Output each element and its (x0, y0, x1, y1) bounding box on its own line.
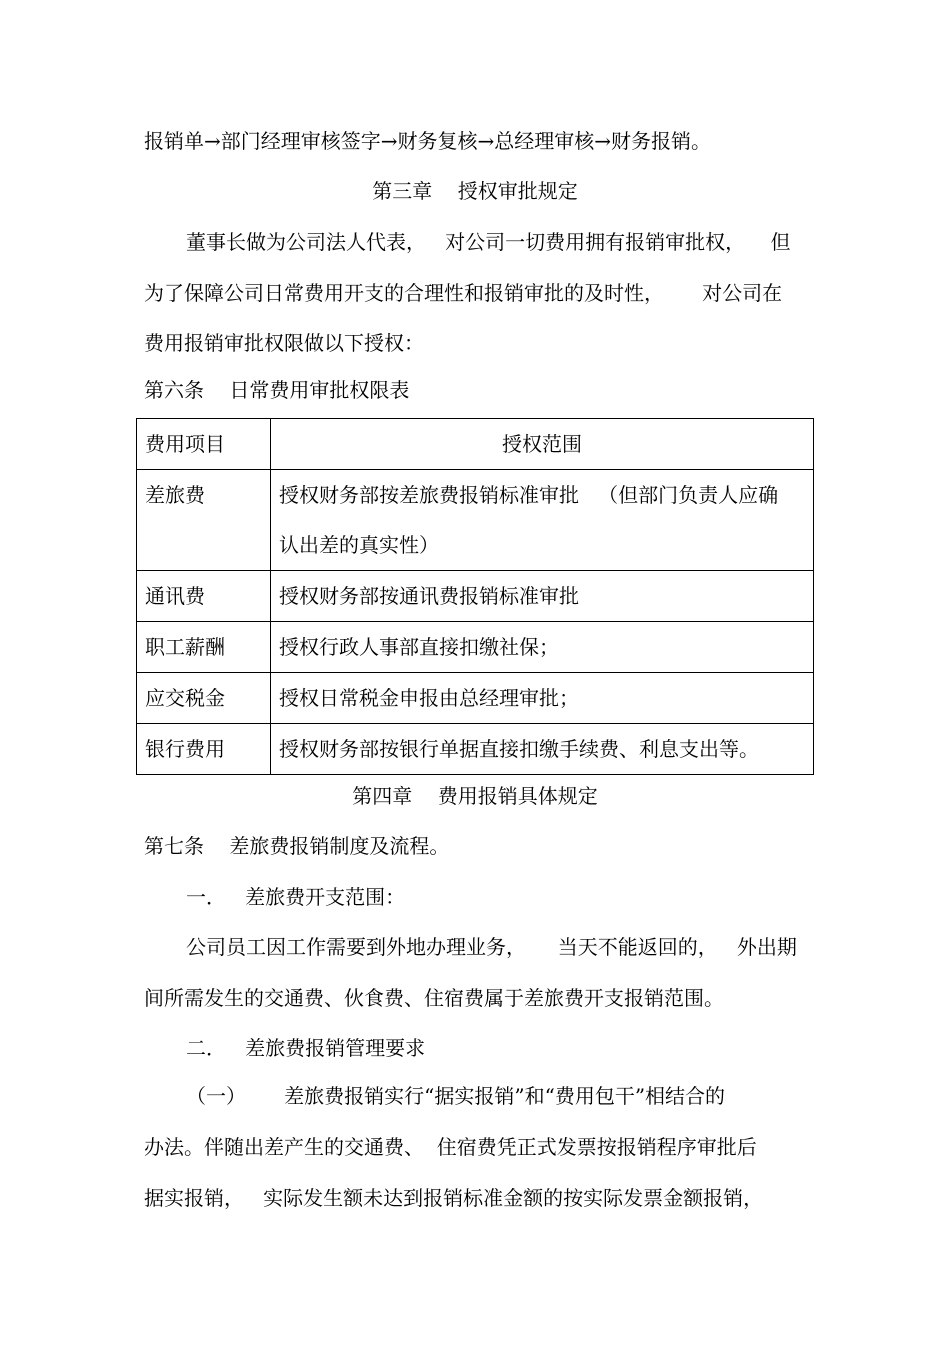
article-7-heading: 第七条 差旅费报销制度及流程。 (144, 834, 450, 858)
table-cell-scope: 授权日常税金申报由总经理审批； (271, 673, 814, 724)
paragraph-authorization-line2: 为了保障公司日常费用开支的合理性和报销审批的及时性， 对公司在 (144, 281, 783, 305)
table-cell-scope: 授权财务部按银行单据直接扣缴手续费、利息支出等。 (271, 724, 814, 775)
approval-authority-table (136, 418, 814, 775)
table-row (137, 724, 814, 775)
table-cell-item: 差旅费 (137, 470, 271, 571)
table-cell-scope: 授权行政人事部直接扣缴社保； (271, 622, 814, 673)
table-header-scope: 授权范围 (271, 419, 814, 470)
table-header-item: 费用项目 (137, 419, 271, 470)
paragraph-reimbursement-line3: 据实报销， 实际发生额未达到报销标准金额的按实际发票金额报销， (144, 1186, 764, 1210)
table-cell-scope: 授权财务部按通讯费报销标准审批 (271, 571, 814, 622)
table-cell-item: 通讯费 (137, 571, 271, 622)
table-header-row (137, 419, 814, 470)
table-cell-item: 银行费用 (137, 724, 271, 775)
table-cell-item: 职工薪酬 (137, 622, 271, 673)
table-row (137, 622, 814, 673)
chapter-3-heading: 第三章 授权审批规定 (372, 179, 578, 203)
table-cell-scope-line: 授权财务部按差旅费报销标准审批 （但部门负责人应确 (279, 483, 779, 507)
paragraph-approval-flow: 报销单→部门经理审核签字→财务复核→总经理审核→财务报销。 (144, 129, 712, 153)
table-row (137, 673, 814, 724)
article-6-heading: 第六条 日常费用审批权限表 (144, 378, 410, 402)
section-1-heading: 一． 差旅费开支范围： (186, 885, 406, 909)
table-cell-item: 应交税金 (137, 673, 271, 724)
paragraph-authorization-line3: 费用报销审批权限做以下授权： (144, 331, 424, 355)
table-cell-scope (271, 470, 814, 571)
paragraph-authorization-line1: 董事长做为公司法人代表， 对公司一切费用拥有报销审批权， 但 (186, 230, 791, 254)
table-row (137, 470, 814, 571)
section-2-heading: 二． 差旅费报销管理要求 (186, 1036, 426, 1060)
table-cell-scope-line: 认出差的真实性） (279, 533, 439, 557)
paragraph-reimbursement-line1: （一） 差旅费报销实行“据实报销”和“费用包干”相结合的 (186, 1084, 726, 1108)
paragraph-scope-line1: 公司员工因工作需要到外地办理业务， 当天不能返回的， 外出期 (186, 935, 797, 959)
paragraph-scope-line2: 间所需发生的交通费、伙食费、住宿费属于差旅费开支报销范围。 (144, 986, 724, 1010)
chapter-4-heading: 第四章 费用报销具体规定 (352, 784, 598, 808)
paragraph-reimbursement-line2: 办法。伴随出差产生的交通费、 住宿费凭正式发票按报销程序审批后 (144, 1135, 757, 1159)
table-row (137, 571, 814, 622)
